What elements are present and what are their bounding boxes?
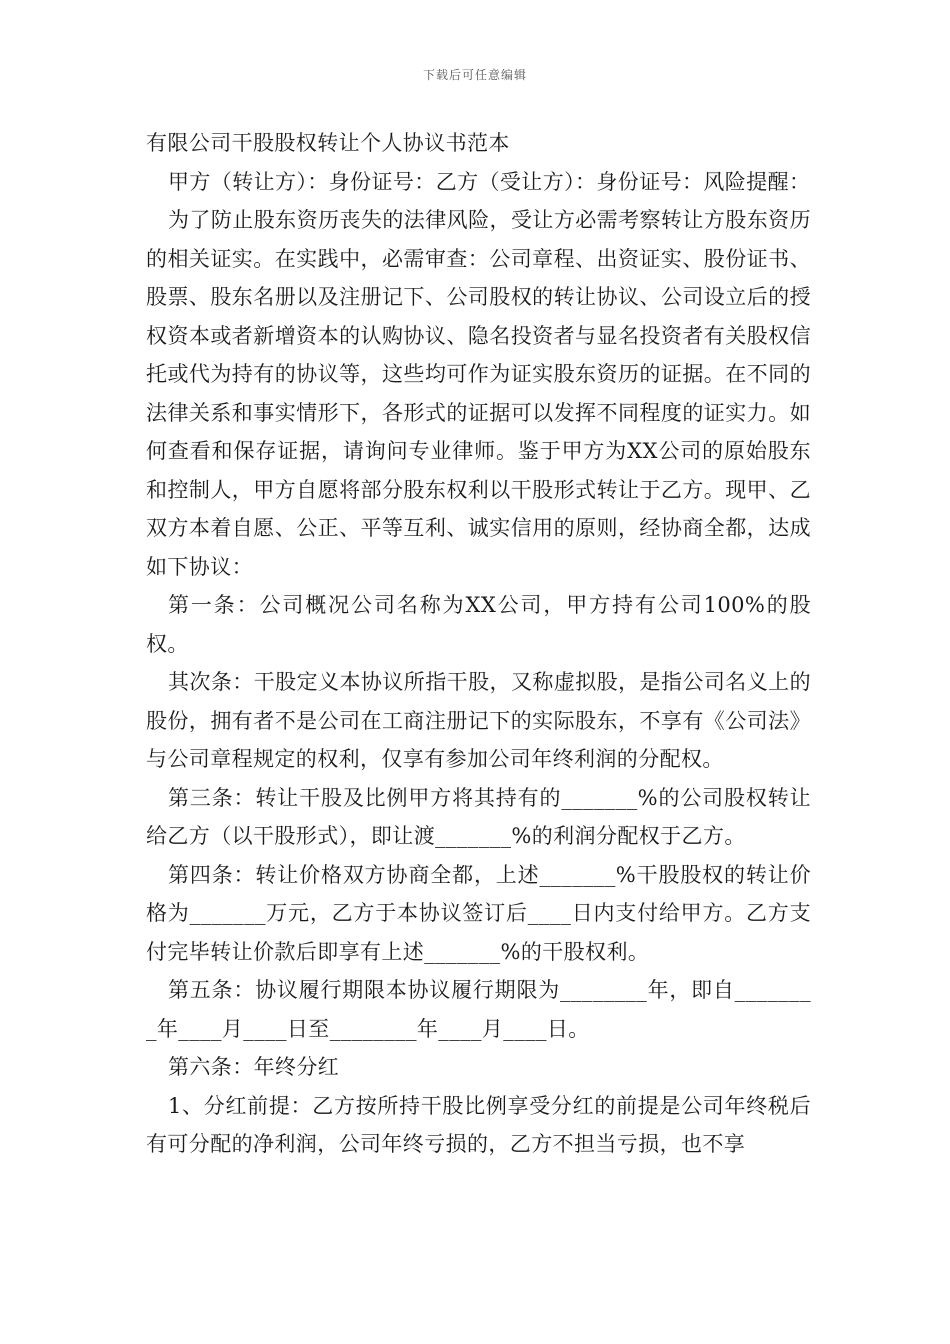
paragraph-article-1: 第一条：公司概况公司名称为XX公司，甲方持有公司100%的股权。 <box>146 593 811 656</box>
paragraph-article-2: 其次条：干股定义本协议所指干股，又称虚拟股，是指公司名义上的股份，拥有者不是公司在工商注册记下的实际股东，不享有《公司法》与公司章程规定的权利，仅享有参加公司年终利润的分配权。 <box>146 670 811 771</box>
paragraph-article-5: 第五条：协议履行期限本协议履行期限为________年，即自________年____月____日至________年____月____日。 <box>146 978 811 1041</box>
paragraph-parties: 甲方（转让方）：身份证号：乙方（受让方）：身份证号：风险提醒： <box>168 169 811 194</box>
paragraph-dividend-premise: 1、分红前提：乙方按所持干股比例享受分红的前提是公司年终税后有可分配的净利润，公司年终亏损的，乙方不担当亏损，也不享 <box>146 1093 811 1156</box>
page-header: 下载后可任意编辑 <box>422 68 527 82</box>
paragraph-article-6: 第六条：年终分红 <box>168 1055 340 1079</box>
paragraph-risk-warning: 为了防止股东资历丧失的法律风险，受让方必需考察转让方股东资历的相关证实。在实践中，必需审查：公司章程、出资证实、股份证书、股票、股东名册以及注册记下、公司股权的转让协议、公司设立后的授权资本或者新增资本的认购协议、隐名投资者与显名投资者有关股权信托或代为持有的协议等，这些均可作为证实股东资历的证据。在不同的法律关系和事实情形下，各形式的证据可以发挥不同程度的证实力。如何查看和保存证据，请询问专业律师。鉴于甲方为XX公司的原始股东和控制人，甲方自愿将部分股东权利以干股形式转让于乙方。现甲、乙双方本着自愿、公正、平等互利、诚实信用的原则，经协商全都，达成如下协议： <box>146 208 811 579</box>
paragraph-article-4: 第四条：转让价格双方协商全都，上述_______%干股股权的转让价格为_______万元，乙方于本协议签订后____日内支付给甲方。乙方支付完毕转让价款后即享有上述_______%的干股权利。 <box>146 862 811 964</box>
document-body <box>146 124 811 1164</box>
paragraph-article-3: 第三条：转让干股及比例甲方将其持有的_______%的公司股权转让给乙方（以干股形式），即让渡_______%的利润分配权于乙方。 <box>146 785 811 848</box>
document-title: 有限公司干股股权转让个人协议书范本 <box>146 131 510 155</box>
